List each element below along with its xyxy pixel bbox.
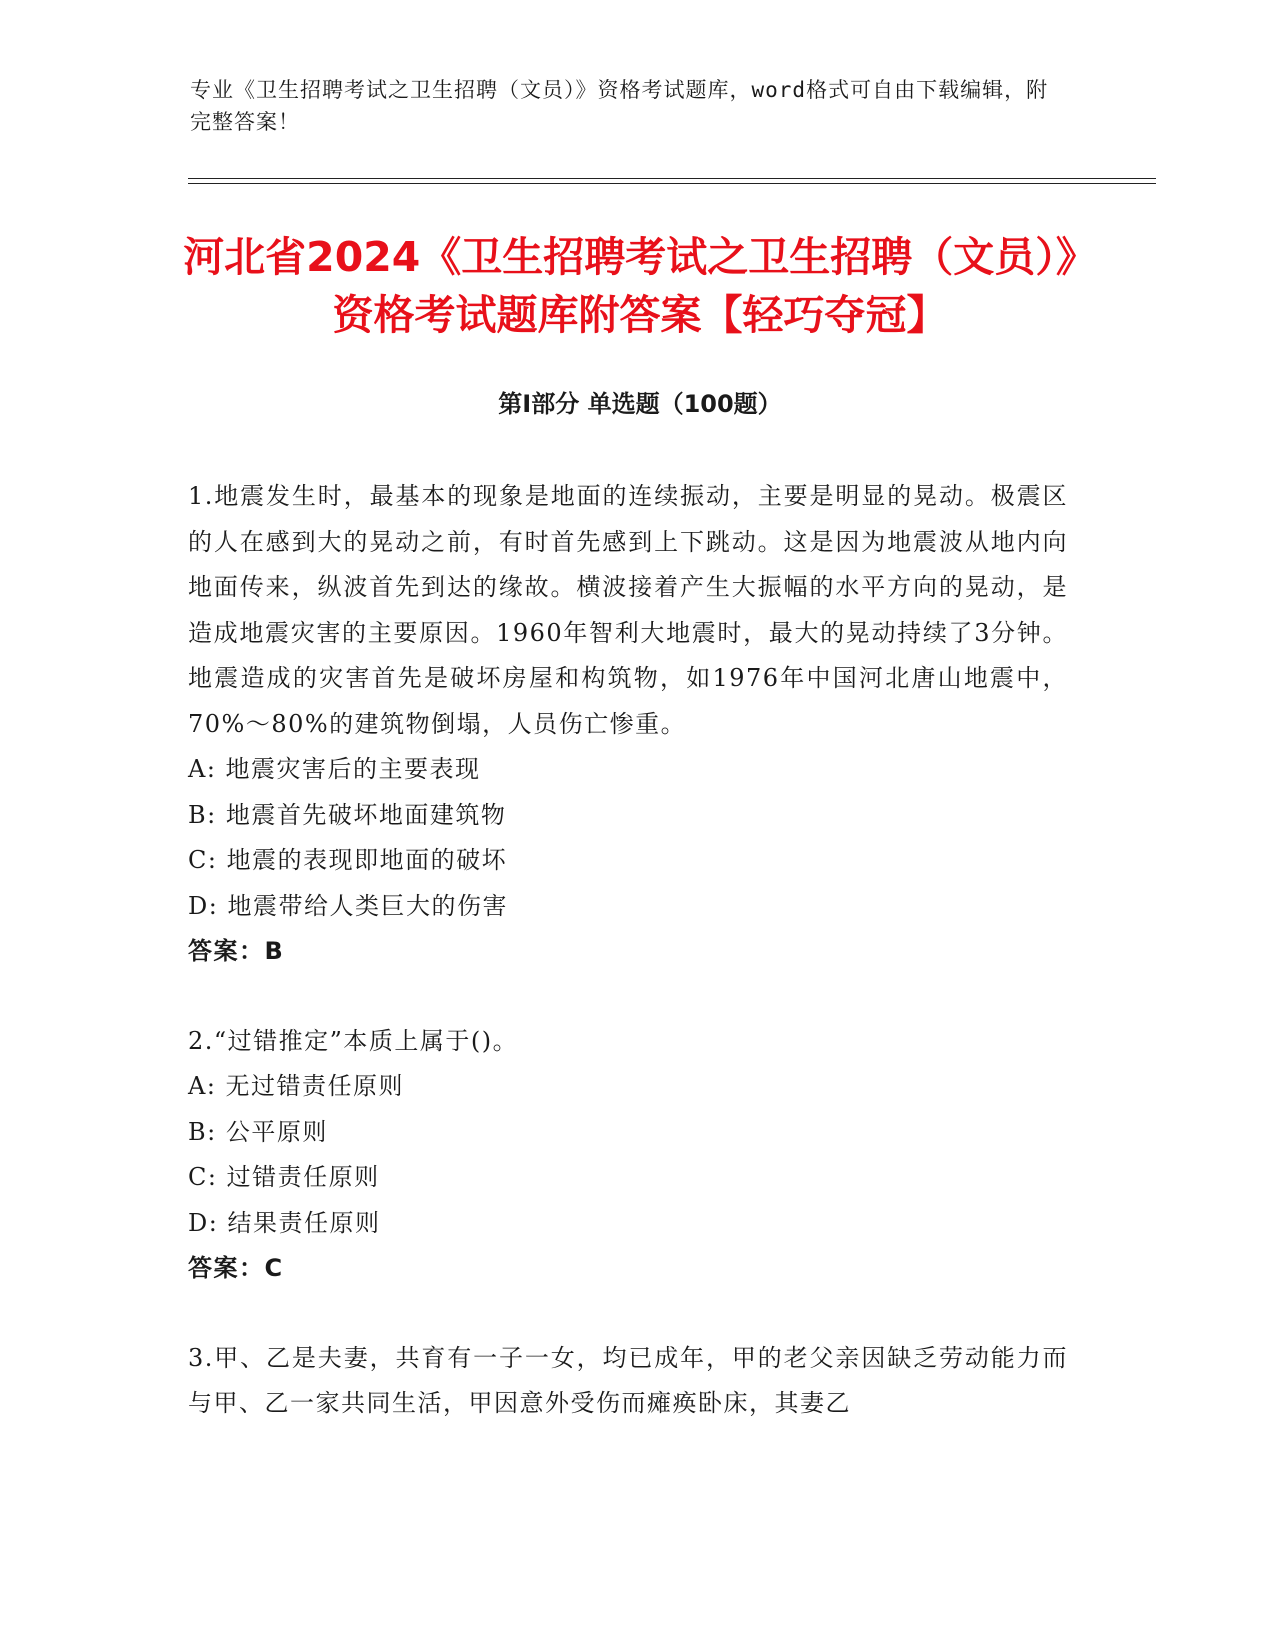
question-stem: 1.地震发生时，最基本的现象是地面的连续振动，主要是明显的晃动。极震区的人在感到大的晃动之前，有时首先感到上下跳动。这是因为地震波从地内向地面传来，纵波首先到达的缘故。横波接着产生大振幅的水平方向的晃动，是造成地震灾害的主要原因。1960年智利大地震时，最大的晃动持续了3分钟。地震造成的灾害首先是破坏房屋和构筑物，如1976年中国河北唐山地震中，70%～80%的建筑物倒塌，人员伤亡惨重。 [188, 482, 1068, 738]
option-a: A: 无过错责任原则 [188, 1072, 405, 1100]
question-stem: 3.甲、乙是夫妻，共育有一子一女，均已成年，甲的老父亲因缺乏劳动能力而与甲、乙一家共同生活，甲因意外受伤而瘫痪卧床，其妻乙 [188, 1343, 1068, 1417]
question-stem: 2.“过错推定”本质上属于()。 [188, 1026, 519, 1055]
answer-label: 答案：B [188, 937, 285, 965]
option-b: B: 公平原则 [188, 1117, 328, 1146]
question-2 [188, 1019, 1068, 1292]
header-note: 专业《卫生招聘考试之卫生招聘（文员）》资格考试题库，word格式可自由下载编辑，附完整答案！ [190, 78, 1049, 134]
option-c: C: 地震的表现即地面的破坏 [188, 846, 508, 874]
document-title: 河北省2024《卫生招聘考试之卫生招聘（文员）》资格考试题库附答案【轻巧夺冠】 [183, 233, 1097, 339]
option-d: D: 结果责任原则 [188, 1208, 381, 1237]
question-1 [188, 474, 1068, 975]
question-list [188, 474, 1068, 1471]
option-c: C: 过错责任原则 [188, 1163, 380, 1191]
header-divider-secondary [188, 183, 1156, 184]
question-3 [188, 1336, 1068, 1427]
option-b: B: 地震首先破坏地面建筑物 [188, 800, 507, 829]
option-d: D: 地震带给人类巨大的伤害 [188, 891, 508, 920]
header-divider [188, 178, 1156, 179]
answer-label: 答案：C [188, 1254, 284, 1282]
section-title: 第Ⅰ部分 单选题（100题） [498, 390, 782, 418]
option-a: A: 地震灾害后的主要表现 [188, 755, 481, 783]
